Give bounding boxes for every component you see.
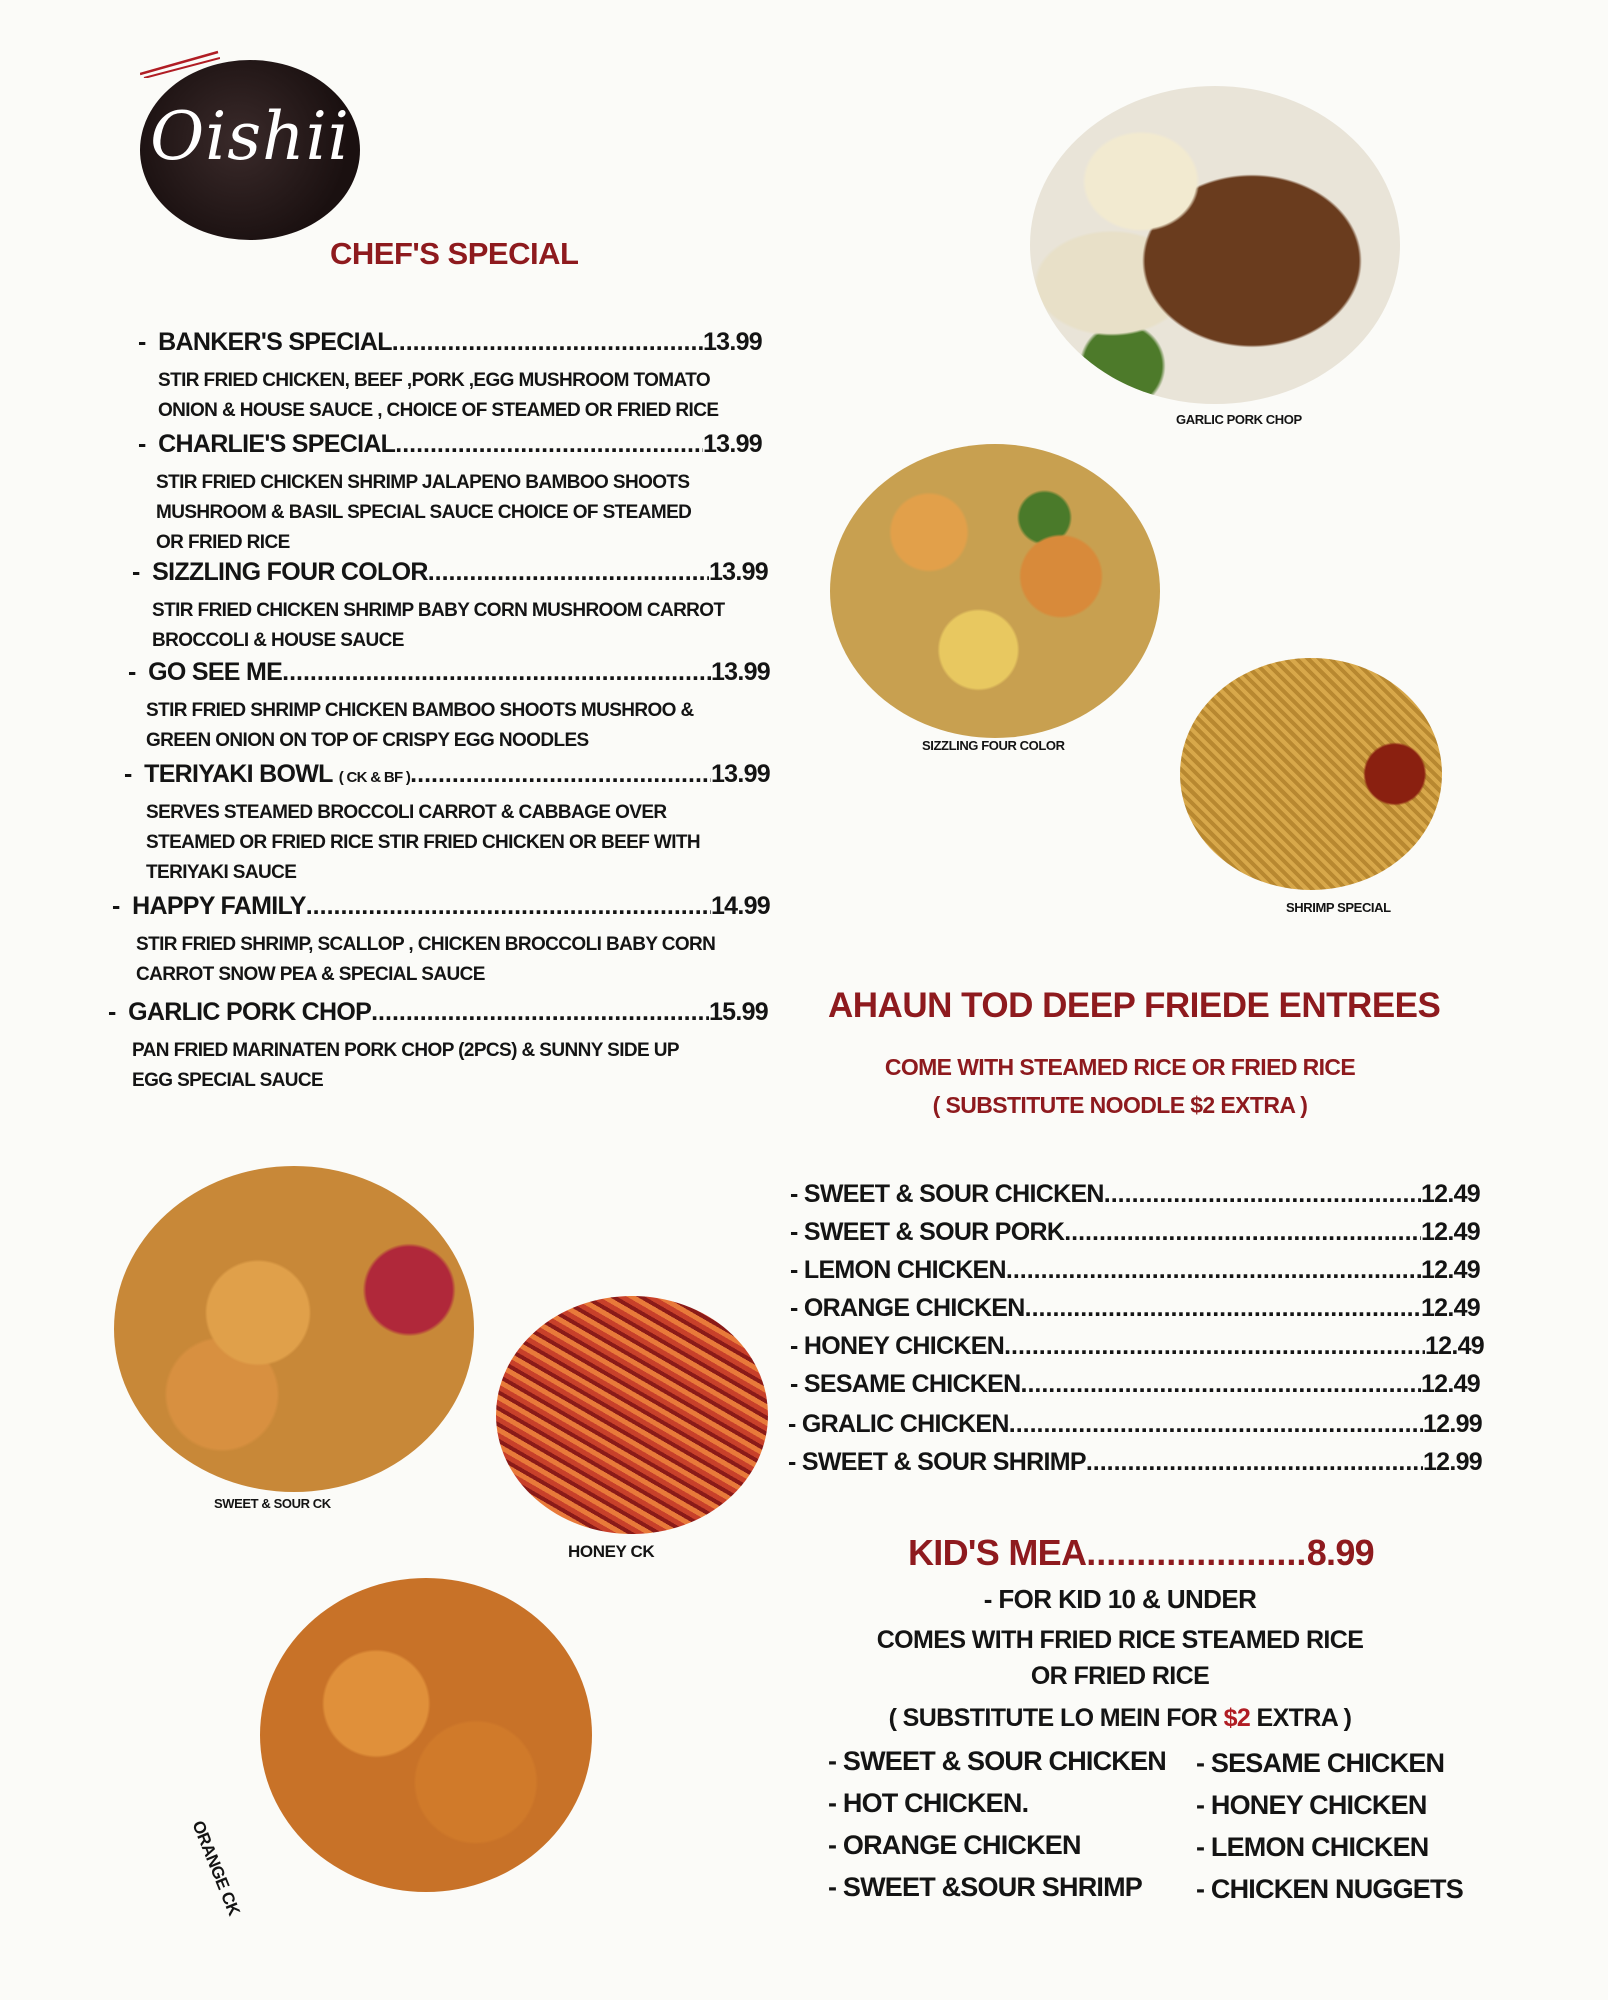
brand-logo	[140, 60, 360, 240]
chefs-special-title: CHEF'S SPECIAL	[330, 236, 579, 271]
photo-orange-ck	[260, 1578, 592, 1892]
deep-fried-title: AHAUN TOD DEEP FRIEDE ENTREES	[828, 986, 1441, 1025]
item-price: 12.49	[1420, 1370, 1480, 1398]
photo-honey-ck	[496, 1296, 768, 1534]
item-price: 12.99	[1422, 1448, 1482, 1476]
menu-item-sizzling-four-color: - SIZZLING FOUR COLOR ..... 13.99	[132, 558, 768, 587]
kids-option: - HOT CHICKEN.	[828, 1788, 1029, 1818]
substitute-price: $2	[1223, 1704, 1251, 1732]
item-price: 12.49	[1420, 1294, 1480, 1322]
menu-item-orange-chicken: - ORANGE CHICKEN ..... 12.49	[790, 1294, 1480, 1323]
item-description: STIR FRIED CHICKEN SHRIMP BABY CORN MUSHROOM CARROT BROCCOLI & HOUSE SAUCE	[152, 600, 725, 651]
photo-sweet-sour-ck	[114, 1166, 474, 1492]
menu-item-lemon-chicken: - LEMON CHICKEN ..... 12.49	[790, 1256, 1480, 1285]
menu-item-charlies-special: - CHARLIE'S SPECIAL ..... 13.99	[138, 430, 762, 459]
item-name: SESAME CHICKEN	[803, 1370, 1021, 1398]
kids-option: - LEMON CHICKEN	[1196, 1832, 1429, 1862]
menu-item-happy-family: - HAPPY FAMILY ..... 14.99	[112, 892, 770, 921]
kids-meal-line2: OR FRIED RICE	[1030, 1662, 1210, 1690]
menu-item-bankers-special: - BANKER'S SPECIAL ..... 13.99	[138, 328, 762, 357]
item-price: 14.99	[710, 892, 770, 920]
item-description: SERVES STEAMED BROCCOLI CARROT & CABBAGE OVER STEAMED OR FRIED RICE STIR FRIED CHICKEN OR BEEF WITH TERIYAKI SAUCE	[146, 802, 701, 883]
kids-option: - SESAME CHICKEN	[1196, 1748, 1445, 1778]
item-name: ORANGE CHICKEN	[803, 1294, 1025, 1322]
kids-meal-substitute	[820, 1704, 1420, 1733]
item-price: 13.99	[702, 430, 762, 458]
kids-meal-header	[908, 1532, 1374, 1574]
photo-shrimp-special	[1180, 658, 1442, 890]
item-price: 13.99	[708, 558, 768, 586]
item-description: STIR FRIED SHRIMP, SCALLOP , CHICKEN BROCCOLI BABY CORN CARROT SNOW PEA & SPECIAL SAUCE	[136, 934, 716, 985]
item-name: GO SEE ME	[148, 658, 283, 686]
chopsticks-icon	[140, 48, 220, 78]
item-price: 13.99	[702, 328, 762, 356]
menu-item-sweet-sour-shrimp: - SWEET & SOUR SHRIMP ..... 12.99	[788, 1448, 1482, 1477]
item-name: SWEET & SOUR CHICKEN	[803, 1180, 1104, 1208]
menu-item-go-see-me: - GO SEE ME ..... 13.99	[128, 658, 770, 687]
photo-caption: GARLIC PORK CHOP	[1176, 412, 1302, 427]
item-description: PAN FRIED MARINATEN PORK CHOP (2PCS) & SUNNY SIDE UP EGG SPECIAL SAUCE	[132, 1040, 679, 1091]
photo-caption: SIZZLING FOUR COLOR	[922, 738, 1065, 753]
item-price: 12.49	[1420, 1256, 1480, 1284]
item-name: HONEY CHICKEN	[803, 1332, 1005, 1360]
item-name: TERIYAKI BOWL	[144, 760, 333, 788]
kids-option: - CHICKEN NUGGETS	[1196, 1874, 1463, 1904]
item-name: SIZZLING FOUR COLOR	[152, 558, 428, 586]
item-price: 13.99	[710, 658, 770, 686]
menu-item-sweet-sour-pork: - SWEET & SOUR PORK ..... 12.49	[790, 1218, 1480, 1247]
substitute-text: ( SUBSTITUTE LO MEIN FOR	[888, 1704, 1224, 1732]
kids-meal-age: - FOR KID 10 & UNDER	[983, 1584, 1257, 1614]
menu-item-teriyaki-bowl: - TERIYAKI BOWL ( CK & BF ) ..... 13.99	[124, 760, 770, 789]
logo-text: Oishii	[150, 98, 350, 175]
item-description: STIR FRIED CHICKEN, BEEF ,PORK ,EGG MUSHROOM TOMATO ONION & HOUSE SAUCE , CHOICE OF STEAMED OR FRIED RICE	[158, 370, 719, 421]
kids-meal-line1: COMES WITH FRIED RICE STEAMED RICE	[876, 1626, 1364, 1654]
item-price: 12.49	[1424, 1332, 1484, 1360]
kids-option: - SWEET &SOUR SHRIMP	[828, 1872, 1143, 1902]
deep-fried-note: ( SUBSTITUTE NOODLE $2 EXTRA )	[932, 1092, 1308, 1118]
item-name-note: ( CK & BF )	[338, 769, 411, 786]
substitute-text: EXTRA )	[1250, 1704, 1352, 1732]
item-name: BANKER'S SPECIAL	[158, 328, 392, 356]
item-name: LEMON CHICKEN	[803, 1256, 1006, 1284]
item-price: 12.49	[1420, 1180, 1480, 1208]
kids-meal-price: 8.99	[1306, 1532, 1374, 1573]
item-description: STIR FRIED SHRIMP CHICKEN BAMBOO SHOOTS MUSHROO & GREEN ONION ON TOP OF CRISPY EGG NOODLES	[146, 700, 694, 751]
item-name: CHARLIE'S SPECIAL	[158, 430, 396, 458]
deep-fried-subtitle: COME WITH STEAMED RICE OR FRIED RICE	[884, 1054, 1356, 1080]
item-price: 12.49	[1420, 1218, 1480, 1246]
item-name: GRALIC CHICKEN	[801, 1410, 1009, 1438]
item-name: SWEET & SOUR PORK	[803, 1218, 1065, 1246]
menu-item-sweet-sour-chicken: - SWEET & SOUR CHICKEN ..... 12.49	[790, 1180, 1480, 1209]
photo-caption: SWEET & SOUR CK	[214, 1496, 331, 1511]
photo-caption: ORANGE CK	[188, 1818, 244, 1919]
kids-meal-title: KID'S MEA	[908, 1532, 1087, 1573]
photo-sizzling-four-color	[830, 444, 1160, 738]
photo-garlic-pork-chop	[1030, 86, 1400, 404]
item-price: 12.99	[1422, 1410, 1482, 1438]
menu-item-gralic-chicken: - GRALIC CHICKEN ..... 12.99	[788, 1410, 1482, 1439]
kids-option: - SWEET & SOUR CHICKEN	[828, 1746, 1166, 1776]
photo-caption: HONEY CK	[568, 1542, 655, 1561]
kids-option: - HONEY CHICKEN	[1196, 1790, 1427, 1820]
item-price: 15.99	[708, 998, 768, 1026]
item-name: GARLIC PORK CHOP	[128, 998, 372, 1026]
item-price: 13.99	[710, 760, 770, 788]
menu-item-garlic-pork-chop: - GARLIC PORK CHOP ..... 15.99	[108, 998, 768, 1027]
item-description: STIR FRIED CHICKEN SHRIMP JALAPENO BAMBOO SHOOTS MUSHROOM & BASIL SPECIAL SAUCE CHOICE OF STEAMED OR FRIED RICE	[156, 472, 692, 553]
item-name: HAPPY FAMILY	[132, 892, 306, 920]
item-name: SWEET & SOUR SHRIMP	[801, 1448, 1086, 1476]
menu-item-honey-chicken: - HONEY CHICKEN ..... 12.49	[790, 1332, 1484, 1361]
photo-caption: SHRIMP SPECIAL	[1286, 900, 1391, 915]
menu-item-sesame-chicken: - SESAME CHICKEN ..... 12.49	[790, 1370, 1480, 1399]
kids-option: - ORANGE CHICKEN	[828, 1830, 1081, 1860]
